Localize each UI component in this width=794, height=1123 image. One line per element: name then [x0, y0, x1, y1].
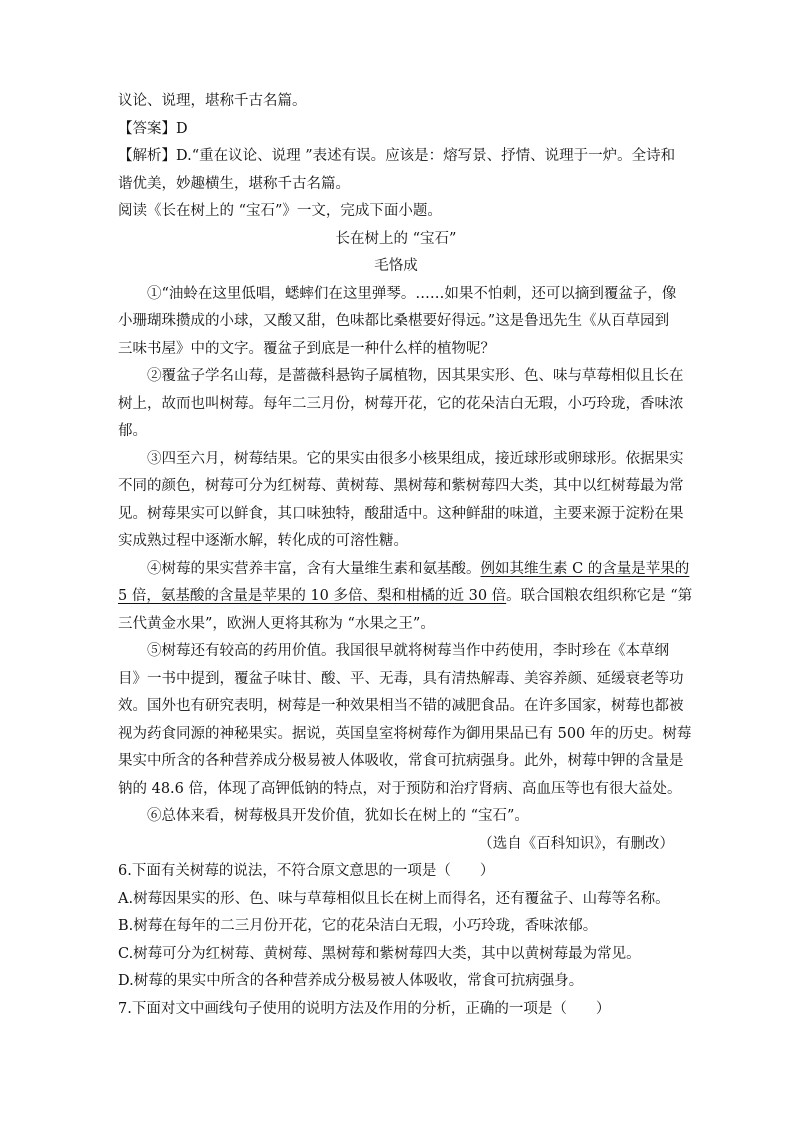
paragraph-line: 不同的颜色，树莓可分为红树莓、黄树莓、黑树莓和紫树莓四大类，其中以红树莓最为常 [118, 478, 684, 494]
paragraph-line: ①“油蛉在这里低唱，蟋蟀们在这里弹琴。……如果不怕刺，还可以摘到覆盆子，像 [147, 285, 677, 302]
paragraph-4 [118, 556, 693, 639]
paragraph-line: 视为药食同源的神秘果实。据说，英国皇室将树莓作为御用果品已有 500 年的历史。树莓 [118, 725, 692, 742]
paragraph-line: 小珊瑚珠攒成的小球，又酸又甜，色味都比桑椹要好得远。”这是鲁迅先生《从百草园到 [118, 313, 670, 329]
paragraph-line: 见。树莓果实可以鲜食，其口味独特，酸甜适中。这种鲜甜的味道，主要来源于淀粉在果 [118, 505, 684, 522]
paragraph-text: ④树莓的果实营养丰富，含有大量维生素和氨基酸。 [147, 560, 481, 577]
paragraph-line: ⑤树莓还有较高的药用价值。我国很早就将树莓当作中药使用，李时珍在《本草纲 [147, 643, 669, 659]
article-author: 毛恪成 [374, 258, 418, 274]
analysis-line: 谐优美，妙趣横生，堪称千古名篇。 [118, 175, 350, 192]
paragraph-6: ⑥总体来看，树莓极具开发价值，犹如长在树上的 “宝石”。 [147, 808, 529, 824]
paragraph-5 [118, 638, 692, 803]
document-page [118, 88, 693, 1023]
option-a: A.树莓因果实的形、色、味与草莓相似且长在树上而得名，还有覆盆子、山莓等名称。 [118, 890, 670, 907]
paragraph-line: 钠的 48.6 倍，体现了高钾低钠的特点，对于预防和治疗肾病、高血压等也有很大益处。 [118, 780, 682, 797]
paragraph-line: 目》一书中提到，覆盆子味甘、酸、平、无毒，具有清热解毒、美容养颜、延缓衰老等功 [118, 670, 684, 687]
option-b: B.树莓在每年的二三月份开花，它的花朵洁白无瑕，小巧玲珑，香味浓郁。 [118, 918, 598, 934]
paragraph-line: 三味书屋》中的文字。覆盆子到底是一种什么样的植物呢？ [118, 340, 495, 357]
reading-instruction: 阅读《长在树上的 “宝石”》一文，完成下面小题。 [118, 203, 442, 219]
option-d: D.树莓的果实中所含的各种营养成分极易被人体吸收，常食可抗病强身。 [118, 973, 584, 989]
paragraph-line: ②覆盆子学名山莓，是蔷薇科悬钩子属植物，因其果实形、色、味与草莓相似且长在 [147, 368, 684, 384]
paragraph-line: 实成熟过程中逐渐水解，转化成的可溶性糖。 [118, 533, 408, 549]
paragraph-line: 三代黄金水果”，欧洲人更将其称为 “水果之王”。 [118, 615, 435, 632]
option-c: C.树莓可分为红树莓、黄树莓、黑树莓和紫树莓四大类，其中以黄树莓最为常见。 [118, 945, 641, 962]
paragraph-line: 树上，故而也叫树莓。每年二三月份，树莓开花，它的花朵洁白无瑕，小巧玲珑，香味浓 [118, 395, 684, 412]
underlined-sentence: 例如其维生素 C 的含量是苹果的 [480, 560, 690, 577]
paragraph-line: 效。国外也有研究表明，树莓是一种效果相当不错的减肥食品。在许多国家，树莓也都被 [118, 698, 684, 714]
question-7-stem: 7.下面对文中画线句子使用的说明方法及作用的分析，正确的一项是（ ） [118, 1000, 611, 1017]
answer-label: 【答案】D [118, 120, 188, 137]
underlined-sentence: 5 倍，氨基酸的含量是苹果的 10 多倍、梨和柑橘的近 30 倍 [118, 588, 507, 604]
paragraph-line: ③四至六月，树莓结果。它的果实由很多小核果组成，接近球形或卵球形。依据果实 [147, 450, 684, 467]
paragraph-line: 果实中所含的各种营养成分极易被人体吸收，常食可抗病强身。此外，树莓中钾的含量是 [118, 753, 684, 769]
paragraph-3 [118, 446, 684, 556]
analysis-line: 【解析】D.“重在议论、说理 ”表述有误。应该是：熔写景、抒情、说理于一炉。全诗和 [118, 148, 676, 164]
article-title: 长在树上的 “宝石” [335, 230, 457, 247]
paragraph-1 [118, 281, 677, 364]
paragraph-line: 郁。 [118, 423, 147, 439]
paragraph-2 [118, 363, 684, 446]
prev-question-tail: 议论、说理，堪称千古名篇。 [118, 93, 307, 109]
paragraph-line [118, 583, 693, 611]
paragraph-line [118, 556, 690, 584]
article-source: （选自《百科知识》，有删改） [478, 835, 674, 852]
question-stem: 6.下面有关树莓的说法，不符合原文意思的一项是（ ） [118, 863, 495, 879]
question-6 [118, 858, 674, 996]
paragraph-text: 。联合国粮农组织称它是 “第 [506, 588, 693, 604]
